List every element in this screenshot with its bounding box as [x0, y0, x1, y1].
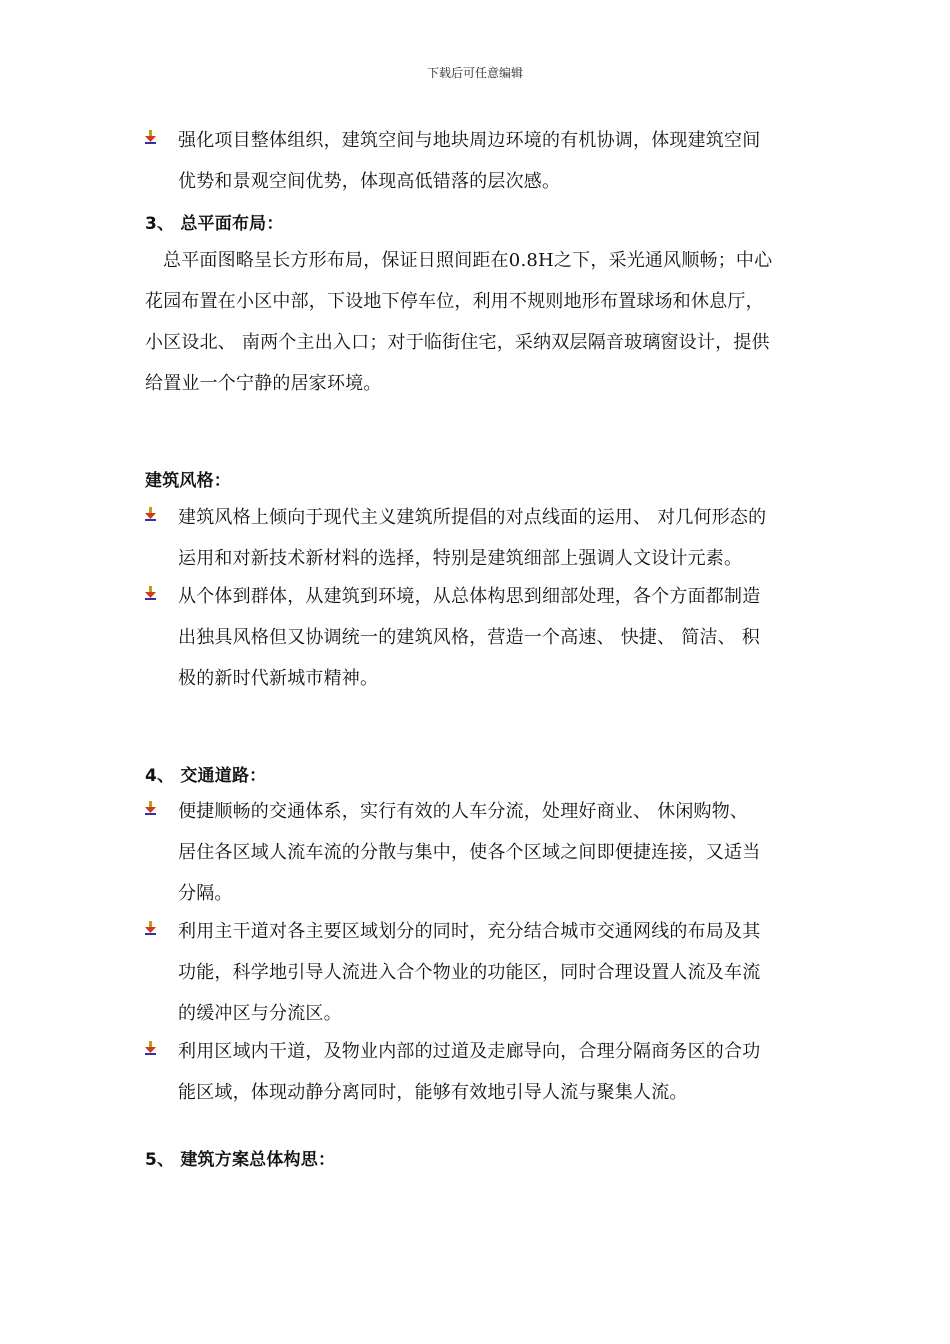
paragraph-line: 极的新时代新城市精神。 [178, 668, 379, 689]
section-heading-style: 建筑风格： [145, 471, 231, 491]
paragraph-line: 建筑风格上倾向于现代主义建筑所提倡的对点线面的运用、 对几何形态的 [178, 507, 767, 528]
bullet-arrow-icon [143, 800, 159, 816]
paragraph-line: 给置业一个宁静的居家环境。 [145, 373, 382, 394]
page-header: 下载后可任意编辑 [426, 66, 523, 80]
paragraph-line: 利用区域内干道，及物业内部的过道及走廊导向，合理分隔商务区的合功 [178, 1041, 761, 1062]
paragraph-line: 的缓冲区与分流区。 [178, 1003, 342, 1024]
paragraph-line: 总平面图略呈长方形布局，保证日照间距在0.8H之下，采光通风顺畅；中心 [163, 250, 773, 271]
paragraph-line: 从个体到群体，从建筑到环境，从总体构思到细部处理，各个方面都制造 [178, 586, 761, 607]
paragraph-line: 能区域，体现动静分离同时，能够有效地引导人流与聚集人流。 [178, 1082, 688, 1103]
bullet-arrow-icon [143, 920, 159, 936]
paragraph-line: 功能，科学地引导人流进入合个物业的功能区，同时合理设置人流及车流 [178, 962, 761, 983]
paragraph-line: 出独具风格但又协调统一的建筑风格，营造一个高速、 快捷、 简洁、 积 [178, 627, 760, 648]
section-heading-4: 4、 交通道路： [145, 766, 267, 786]
section-heading-3: 3、 总平面布局： [145, 214, 284, 234]
paragraph-line: 优势和景观空间优势，体现高低错落的层次感。 [178, 171, 561, 192]
paragraph-line: 便捷顺畅的交通体系，实行有效的人车分流，处理好商业、 休闲购物、 [178, 801, 749, 822]
bullet-arrow-icon [143, 129, 159, 145]
bullet-arrow-icon [143, 1040, 159, 1056]
section-heading-5: 5、 建筑方案总体构思： [145, 1150, 336, 1170]
paragraph-line: 居住各区域人流车流的分散与集中，使各个区域之间即便捷连接，又适当 [178, 842, 761, 863]
paragraph-line: 花园布置在小区中部，下设地下停车位，利用不规则地形布置球场和休息厅， [145, 291, 764, 312]
bullet-arrow-icon [143, 585, 159, 601]
bullet-arrow-icon [143, 506, 159, 522]
paragraph-line: 分隔。 [178, 883, 233, 904]
paragraph-line: 小区设北、 南两个主出入口；对于临街住宅，采纳双层隔音玻璃窗设计，提供 [145, 332, 770, 353]
paragraph-line: 利用主干道对各主要区域划分的同时，充分结合城市交通网线的布局及其 [178, 921, 761, 942]
paragraph-line: 强化项目整体组织，建筑空间与地块周边环境的有机协调，体现建筑空间 [178, 130, 761, 151]
paragraph-line: 运用和对新技术新材料的选择，特别是建筑细部上强调人文设计元素。 [178, 548, 743, 569]
